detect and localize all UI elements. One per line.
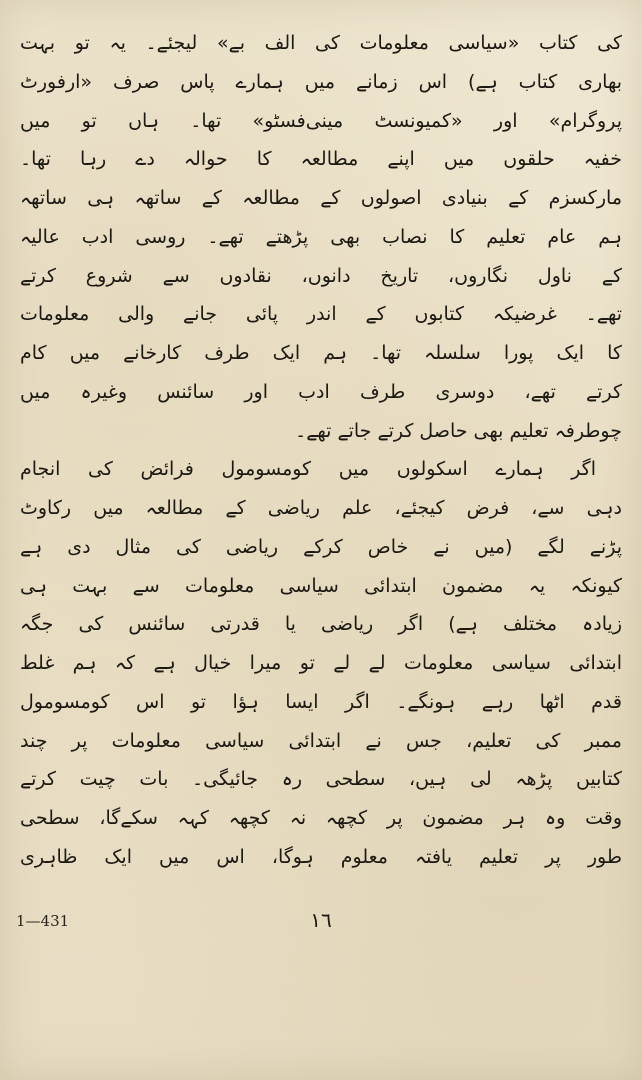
text-line: وقت وہ ہر مضمون پر کچھہ نہ کچھہ کہہ سکےگا، سطحی [20, 807, 622, 829]
paragraph-end-line: چوطرفہ تعلیم بھی حاصل کرتے جاتے تھے۔ [295, 419, 622, 442]
text-line: کرتے تھے، دوسری طرف ادب اور سائنس وغیرہ میں [20, 380, 622, 403]
paragraph-start-line: اگر ہمارے اسکولوں میں کومسومول فرائض کی انجام [20, 458, 596, 481]
text-line: کے ناول نگاروں، تاریخ دانوں، نقادوں سے شروع کرتے [20, 264, 622, 287]
text-line: ابتدائی سیاسی معلومات لے لے تو میرا خیال ہے کہ ہم غلط [20, 652, 622, 674]
text-line: بھاری کتاب ہے) اس زمانے میں ہمارے پاس صرف «ارفورٹ [20, 70, 622, 93]
text-line: خفیہ حلقوں میں اپنے مطالعہ کا حوالہ دے رہا تھا۔ [20, 148, 622, 171]
text-line: کا ایک پورا سلسلہ تھا۔ ہم ایک طرف کارخانے میں کام [20, 342, 622, 364]
text-line: پروگرام» اور «کمیونسٹ مینی‌فسٹو» تھا۔ ہاں تو میں [20, 109, 622, 132]
text-line: ہم عام تعلیم کا نصاب بھی پڑھتے تھے۔ روسی ادب عالیہ [20, 225, 622, 248]
page-number: ١٦ [310, 908, 332, 932]
text-line: تھے۔ غرضیکہ کتابوں کے اندر پائی جانے والی معلومات [20, 303, 622, 326]
text-line: کتابیں پڑھہ لی ہیں، سطحی رہ جائیگی۔ بات چیت کرتے [20, 768, 622, 791]
text-line: ممبر کی تعلیم، جس نے ابتدائی سیاسی معلومات پر چند [20, 729, 622, 752]
text-line: طور پر تعلیم یافتہ معلوم ہوگا، اس میں ایک ظاہری [20, 845, 622, 868]
text-line: دہی سے، فرض کیجئے، علم ریاضی کے مطالعہ میں رکاوٹ [20, 497, 622, 519]
print-signature-mark: 1—431 [16, 912, 70, 930]
text-line: مارکسزم کے بنیادی اصولوں کے مطالعہ کے ساتھہ ہی ساتھہ [20, 187, 622, 209]
text-line: زیادہ مختلف ہے) اگر ریاضی یا قدرتی سائنس کی جگہ [20, 613, 622, 636]
text-line: پڑنے لگے (میں نے خاص کرکے ریاضی کی مثال دی ہے [20, 535, 622, 558]
text-line: کی کتاب «سیاسی معلومات کی الف بے» لیجئے۔ یہ تو بہت [20, 32, 622, 54]
text-line: کیونکہ یہ مضمون ابتدائی سیاسی معلومات سے بہت ہی [20, 574, 622, 597]
urdu-text-block [20, 24, 622, 877]
text-line: قدم اٹھا رہے ہونگے۔ اگر ایسا ہؤا تو اس کومسومول [20, 690, 622, 713]
